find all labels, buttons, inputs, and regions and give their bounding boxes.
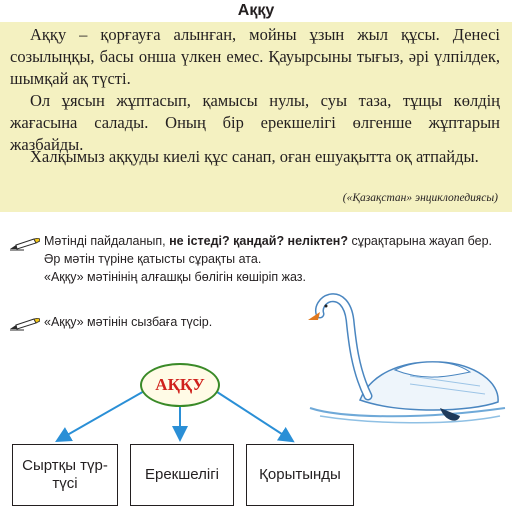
page-title: Аққу [237, 2, 275, 19]
diagram-box-conclusion: Қорытынды [246, 444, 354, 506]
pencil-icon [8, 318, 40, 332]
arrow-left [62, 390, 146, 438]
paragraph-1: Аққу – қорғауға алынған, мойны ұзын жыл құсы. Денесі созылыңқы, басы онша үлкен емес. Қауырсыны тығыз, әрі үлпілдек, шымқай ақ түсті. [10, 25, 500, 88]
arrow-right [214, 390, 288, 438]
diagram-box-feature: Ерекшелігі [130, 444, 234, 506]
pencil-icon [8, 238, 40, 252]
task-2: «Аққу» мәтінін сызбаға түсір. [44, 315, 213, 329]
task-1-questions: не істеді? қандай? неліктен? [169, 234, 348, 248]
paragraph-2: Ол ұясын жұптасып, қамысы нулы, суы таза, тұщы көлдің жағасына салады. Оның бір ерекшелігі өлгенше жұптарын жазбайды. [10, 91, 500, 154]
paragraph-3: Халқымыз аққуды киелі құс санап, оған ешуақытта оқ атпайды. [30, 147, 479, 166]
task-1: Мәтінді пайдаланып, не істеді? қандай? неліктен? сұрақтарына жауап бер. Әр мәтін түріне қатысты сұрақты ата. «Аққу» мәтінінің алғашқы бөлігін көшіріп жаз. [44, 234, 493, 284]
source-note: («Қазақстан» энциклопедиясы) [342, 192, 498, 204]
diagram-center-node: АҚҚУ [140, 363, 220, 407]
diagram-box-appearance: Сыртқы түр-түсі [12, 444, 118, 506]
